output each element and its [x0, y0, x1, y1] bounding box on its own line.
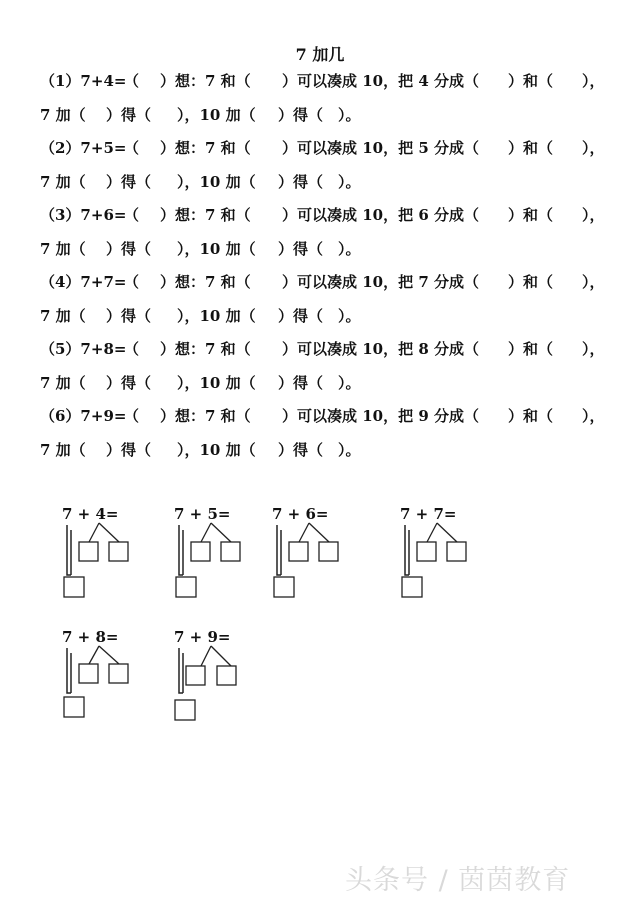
exercise-4-line-end: ）， [582, 273, 605, 291]
exercise-4-line-1 [0, 271, 640, 293]
split-diagram-7-plus-7 [400, 505, 520, 605]
split-diagram-lines [400, 505, 520, 605]
exercise-6-answer-blank: （ [124, 407, 140, 425]
exercise-5-add-text: 7 加（ [40, 374, 86, 392]
exercise-5-ten-add-text: ），10 加（ [177, 374, 256, 392]
exercise-1-end: ）。 [338, 106, 361, 124]
exercise-2-end: ）。 [338, 173, 361, 191]
exercise-2-line-1 [0, 137, 640, 159]
exercise-3-line-end: ）， [582, 206, 605, 224]
exercise-6-get-text: ）得（ [106, 441, 152, 459]
exercise-1-ten-add-text: ），10 加（ [177, 106, 256, 124]
exercise-2-line-end: ）， [582, 139, 605, 157]
split-diagram-lines [62, 505, 182, 605]
exercise-1-get-text: ）得（ [106, 106, 152, 124]
exercise-5-line-1 [0, 338, 640, 360]
exercise-5-make-ten-text: ）可以凑成 10，把 8 分成（ [282, 340, 479, 358]
exercise-5-line-2 [0, 372, 640, 394]
exercise-4-think-text: ）想：7 和（ [160, 273, 251, 291]
exercise-6-make-ten-text: ）可以凑成 10，把 9 分成（ [282, 407, 479, 425]
exercise-2-ten-add-text: ），10 加（ [177, 173, 256, 191]
exercise-2-think-text: ）想：7 和（ [160, 139, 251, 157]
page-title: 7 加几 [295, 45, 345, 64]
exercise-1-add-text: 7 加（ [40, 106, 86, 124]
exercise-6-line-end: ）， [582, 407, 605, 425]
exercise-3-and-text: ）和（ [508, 206, 554, 224]
exercise-6-add-text: 7 加（ [40, 441, 86, 459]
exercise-2-add-text: 7 加（ [40, 173, 86, 191]
split-diagram-7-plus-9 [174, 628, 294, 728]
exercise-1-and-text: ）和（ [508, 72, 554, 90]
exercise-6-end: ）。 [338, 441, 361, 459]
exercise-5-think-text: ）想：7 和（ [160, 340, 251, 358]
exercise-6-line-1 [0, 405, 640, 427]
diagram-equation: 7 + 7= [400, 505, 457, 523]
exercise-3-get-text-2: ）得（ [278, 240, 324, 258]
diagram-equation: 7 + 9= [174, 628, 231, 646]
exercise-5-get-text-2: ）得（ [278, 374, 324, 392]
exercise-6-and-text: ）和（ [508, 407, 554, 425]
exercise-5-and-text: ）和（ [508, 340, 554, 358]
split-diagram-7-plus-4 [62, 505, 182, 605]
diagram-equation: 7 + 4= [62, 505, 119, 523]
split-diagram-lines [272, 505, 392, 605]
exercise-4-get-text-2: ）得（ [278, 307, 324, 325]
exercise-4-answer-blank: （ [124, 273, 140, 291]
exercise-4-make-ten-text: ）可以凑成 10，把 7 分成（ [282, 273, 479, 291]
diagram-equation: 7 + 6= [272, 505, 329, 523]
split-diagram-lines [62, 628, 182, 728]
exercise-5-answer-blank: （ [124, 340, 140, 358]
exercise-2-get-text: ）得（ [106, 173, 152, 191]
exercise-1-label: （1）7+4= [40, 72, 127, 90]
exercise-2-answer-blank: （ [124, 139, 140, 157]
exercise-3-make-ten-text: ）可以凑成 10，把 6 分成（ [282, 206, 479, 224]
exercise-3-ten-add-text: ），10 加（ [177, 240, 256, 258]
exercise-3-add-text: 7 加（ [40, 240, 86, 258]
exercise-1-answer-blank: （ [124, 72, 140, 90]
exercise-2-line-2 [0, 171, 640, 193]
exercise-6-label: （6）7+9= [40, 407, 127, 425]
exercise-2-label: （2）7+5= [40, 139, 127, 157]
exercise-3-answer-blank: （ [124, 206, 140, 224]
exercise-3-end: ）。 [338, 240, 361, 258]
exercise-1-line-2 [0, 104, 640, 126]
exercise-3-line-1 [0, 204, 640, 226]
exercise-3-line-2 [0, 238, 640, 260]
exercise-5-end: ）。 [338, 374, 361, 392]
exercise-4-get-text: ）得（ [106, 307, 152, 325]
exercise-3-think-text: ）想：7 和（ [160, 206, 251, 224]
exercise-1-make-ten-text: ）可以凑成 10，把 4 分成（ [282, 72, 479, 90]
exercise-3-label: （3）7+6= [40, 206, 127, 224]
exercise-5-label: （5）7+8= [40, 340, 127, 358]
split-diagram-7-plus-6 [272, 505, 392, 605]
exercise-3-get-text: ）得（ [106, 240, 152, 258]
exercise-4-and-text: ）和（ [508, 273, 554, 291]
exercise-5-line-end: ）， [582, 340, 605, 358]
exercise-2-get-text-2: ）得（ [278, 173, 324, 191]
exercise-4-line-2 [0, 305, 640, 327]
exercise-1-get-text-2: ）得（ [278, 106, 324, 124]
diagram-equation: 7 + 8= [62, 628, 119, 646]
exercise-4-add-text: 7 加（ [40, 307, 86, 325]
exercise-2-make-ten-text: ）可以凑成 10，把 5 分成（ [282, 139, 479, 157]
split-diagram-lines [174, 628, 294, 728]
exercise-1-line-1 [0, 70, 640, 92]
exercise-4-label: （4）7+7= [40, 273, 127, 291]
exercise-6-ten-add-text: ），10 加（ [177, 441, 256, 459]
split-diagram-7-plus-8 [62, 628, 182, 728]
watermark: 头条号 / 茵茵教育 [345, 865, 571, 896]
exercise-5-get-text: ）得（ [106, 374, 152, 392]
exercise-4-end: ）。 [338, 307, 361, 325]
exercise-6-get-text-2: ）得（ [278, 441, 324, 459]
exercise-2-and-text: ）和（ [508, 139, 554, 157]
exercise-1-line-end: ）， [582, 72, 605, 90]
exercise-4-ten-add-text: ），10 加（ [177, 307, 256, 325]
exercise-1-think-text: ）想：7 和（ [160, 72, 251, 90]
diagram-equation: 7 + 5= [174, 505, 231, 523]
exercise-6-think-text: ）想：7 和（ [160, 407, 251, 425]
exercise-6-line-2 [0, 439, 640, 461]
